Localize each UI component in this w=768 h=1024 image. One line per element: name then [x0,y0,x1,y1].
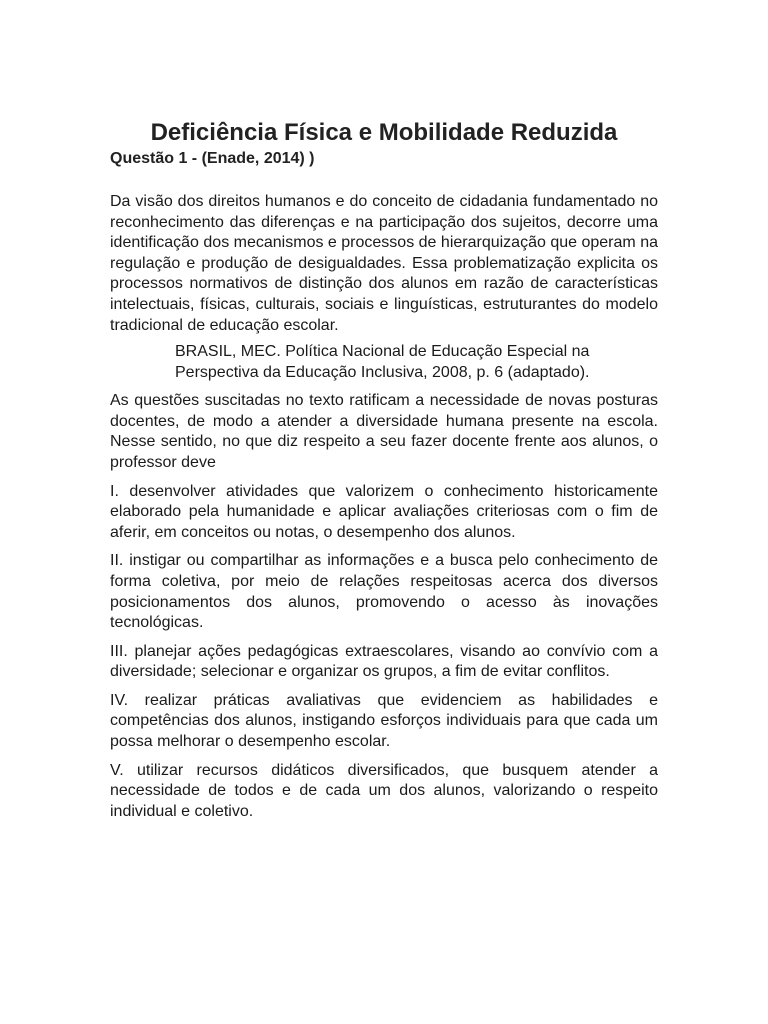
item-ii: II. instigar ou compartilhar as informações e a busca pelo conhecimento de forma coletiva, por meio de relações respeitosas acerca dos diversos posicionamentos dos alunos, promovendo o acesso às inovações tecnológicas. [110,552,658,632]
item-i: I. desenvolver atividades que valorizem o conhecimento historicamente elaborado pela humanidade e aplicar avaliações criteriosas com o fim de aferir, em conceitos ou notas, o desempenho dos alunos. [110,482,658,541]
item-iii: III. planejar ações pedagógicas extraescolares, visando ao convívio com a diversidade; selecionar e organizar os grupos, a fim de evitar conflitos. [110,642,658,681]
question-header: Questão 1 - (Enade, 2014) ) [110,150,315,167]
item-v: V. utilizar recursos didáticos diversificados, que busquem atender a necessidade de todos e de cada um dos alunos, valorizando o respeito individual e coletivo. [110,761,658,820]
intro-paragraph: Da visão dos direitos humanos e do conceito de cidadania fundamentado no reconhecimento das diferenças e na participação dos sujeitos, decorre uma identificação dos mecanismos e processos de hierarquização que operam na regulação e produção de desigualdades. Essa problematização explicita os processos normativos de distinção dos alunos em razão de características intelectuais, físicas, culturais, sociais e linguísticas, estruturantes do modelo tradicional de educação escolar. [110,193,658,334]
citation: BRASIL, MEC. Política Nacional de Educação Especial na Perspectiva da Educação Inclusiva, 2008, p. 6 (adaptado). [175,343,590,382]
document-page [110,117,658,822]
document-title: Deficiência Física e Mobilidade Reduzida [150,119,618,146]
item-iv: IV. realizar práticas avaliativas que evidenciem as habilidades e competências dos alunos, instigando esforços individuais para que cada um possa melhorar o desempenho escolar. [110,691,658,751]
prompt-paragraph: As questões suscitadas no texto ratificam a necessidade de novas posturas docentes, de modo a atender a diversidade humana presente na escola. Nesse sentido, no que diz respeito a seu fazer docente frente aos alunos, o professor deve [110,392,658,471]
